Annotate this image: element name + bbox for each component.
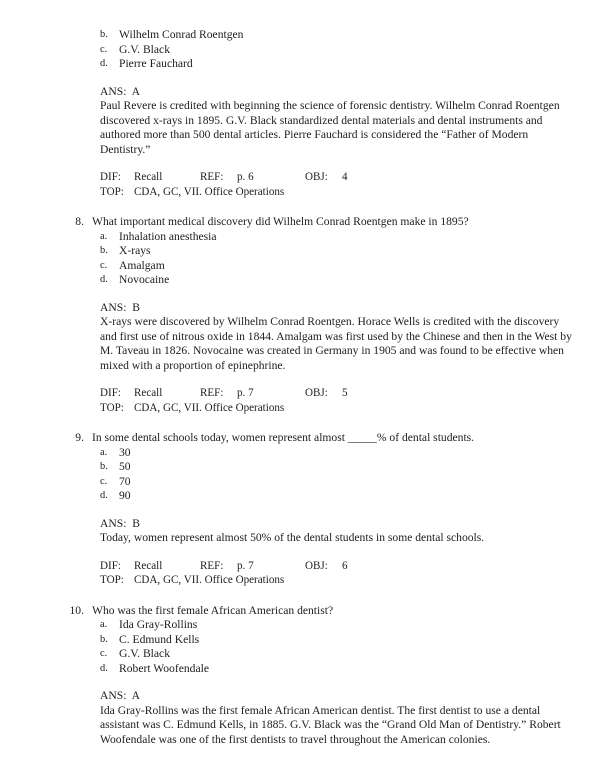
question-number: 9.: [75, 431, 84, 444]
answer-explanation: Paul Revere is credited with beginning the science of forensic dentistry. Wilhelm Conrad Roentgen discovered x-rays in 1895. G.V. Black standardized dental materials and dental instruments and authored more than 500 dental articles. Pierre Fauchard is considered the “Father of Modern Dentistry.”: [100, 99, 560, 156]
ref-value: p. 6: [237, 171, 254, 183]
option-text: X-rays: [119, 244, 151, 257]
obj-key: OBJ:: [305, 559, 328, 572]
dif-value: Recall: [134, 171, 163, 183]
spacer: [62, 504, 540, 517]
option-letter: b.: [100, 461, 108, 472]
top-key: TOP:: [100, 401, 124, 414]
question-text: In some dental schools today, women represent almost _____% of dental students.: [92, 431, 475, 444]
ref-key: REF:: [200, 387, 224, 399]
option-text: Wilhelm Conrad Roentgen: [119, 28, 244, 41]
list-item: [62, 43, 540, 58]
list-item: [62, 633, 540, 648]
list-item: [62, 244, 540, 259]
option-letter: b.: [100, 633, 108, 645]
obj-key: OBJ:: [305, 387, 328, 399]
option-letter: d.: [100, 274, 108, 285]
spacer: [62, 588, 540, 604]
question-stem: [62, 215, 540, 230]
question-text: Who was the first female African American dentist?: [92, 603, 334, 617]
option-text: G.V. Black: [119, 42, 170, 56]
metadata-row-top: [100, 401, 540, 416]
metadata-8: [62, 386, 540, 415]
option-letter: c.: [100, 259, 108, 271]
spacer: [62, 373, 540, 386]
answer-block-8: [62, 300, 572, 374]
ref-value: p. 7: [237, 559, 254, 572]
dif-value: Recall: [134, 387, 163, 399]
top-key: TOP:: [100, 574, 124, 586]
option-letter: a.: [100, 230, 108, 242]
obj-value: 4: [342, 171, 348, 183]
spacer: [62, 157, 540, 170]
answer-label: ANS: B: [100, 300, 140, 314]
metadata-row-top: [100, 185, 540, 200]
option-letter: b.: [100, 245, 108, 256]
spacer: [62, 72, 540, 85]
option-text: Amalgam: [119, 258, 165, 272]
question-number: 8.: [75, 215, 84, 228]
spacer: [62, 415, 540, 431]
list-item: [62, 230, 540, 245]
top-key: TOP:: [100, 185, 124, 198]
answer-label: ANS: A: [100, 84, 140, 98]
spacer: [62, 288, 540, 301]
top-value: CDA, GC, VII. Office Operations: [134, 185, 285, 198]
option-text: Robert Woofendale: [119, 661, 209, 675]
list-item: [62, 273, 540, 288]
question-block-8: [62, 215, 572, 415]
option-text: Inhalation anesthesia: [119, 229, 217, 243]
dif-key: DIF:: [100, 559, 121, 572]
top-value: CDA, GC, VII. Office Operations: [134, 574, 285, 586]
option-letter: a.: [100, 619, 108, 630]
question-block-9: [62, 431, 540, 588]
dif-key: DIF:: [100, 387, 121, 399]
spacer: [62, 199, 540, 215]
carryover-answer-block: [62, 84, 560, 158]
option-letter: c.: [100, 43, 108, 55]
option-text: 90: [119, 489, 131, 502]
question-stem: [62, 604, 540, 619]
option-text: Novocaine: [119, 273, 170, 286]
list-item: [62, 28, 540, 43]
list-item: [62, 57, 540, 72]
answer-explanation: Today, women represent almost 50% of the dental students in some dental schools.: [100, 531, 485, 544]
answer-block-10: [62, 689, 561, 747]
question-number: 10.: [69, 603, 84, 617]
question-stem: [62, 431, 540, 446]
option-text: G.V. Black: [119, 647, 170, 660]
answer-label: ANS: B: [100, 516, 140, 530]
option-letter: c.: [100, 475, 108, 487]
option-text: C. Edmund Kells: [119, 632, 200, 646]
answer-explanation: Ida Gray-Rollins was the first female African American dentist. The first dentist to use a dental assistant was C. Edmund Kells, in 1885. G.V. Black was the “Grand Old Man of Dentistry.” Robert Woofendale was one of the first dentists to travel throughout the American colonies.: [100, 703, 561, 746]
carryover-metadata: [62, 170, 540, 199]
spacer: [62, 546, 540, 559]
metadata-row-dif: [100, 170, 540, 185]
option-letter: b.: [100, 29, 108, 40]
option-text: 70: [119, 474, 131, 488]
metadata-row-dif: [100, 386, 540, 401]
ref-value: p. 7: [237, 387, 254, 399]
spacer: [62, 676, 540, 689]
metadata-9: [62, 559, 540, 588]
list-item: [62, 460, 540, 475]
list-item: [62, 647, 540, 662]
option-letter: d.: [100, 490, 108, 501]
obj-value: 6: [342, 559, 348, 572]
option-text: Pierre Fauchard: [119, 57, 193, 70]
option-text: Ida Gray-Rollins: [119, 618, 198, 631]
metadata-row-top: [100, 573, 540, 588]
list-item: [62, 475, 540, 490]
answer-label: ANS: A: [100, 689, 140, 702]
answer-block-9: [62, 517, 540, 546]
ref-key: REF:: [200, 559, 224, 572]
top-value: CDA, GC, VII. Office Operations: [134, 401, 285, 414]
dif-key: DIF:: [100, 171, 121, 183]
list-item: [62, 618, 540, 633]
carryover-options: [62, 28, 540, 72]
dif-value: Recall: [134, 559, 163, 572]
option-letter: a.: [100, 446, 108, 458]
page-content: [62, 28, 572, 747]
answer-explanation: X-rays were discovered by Wilhelm Conrad Roentgen. Horace Wells is credited with the discovery and first use of nitrous oxide in 1844. Amalgam was first used by the Chinese and then in the West by M. Taveau in 1826. Novocaine was created in Germany in 1905 and was found to be effective when mixed with a proportion of epinephrine.: [100, 315, 572, 372]
metadata-row-dif: [100, 559, 540, 574]
ref-key: REF:: [200, 171, 224, 183]
option-letter: c.: [100, 648, 108, 659]
obj-key: OBJ:: [305, 171, 328, 183]
question-block-10: [62, 603, 561, 748]
list-item: [62, 446, 540, 461]
obj-value: 5: [342, 387, 348, 399]
option-letter: d.: [100, 662, 108, 674]
option-text: 50: [119, 460, 131, 473]
option-letter: d.: [100, 58, 108, 69]
option-text: 30: [119, 445, 131, 459]
list-item: [62, 259, 540, 274]
question-text: What important medical discovery did Wilhelm Conrad Roentgen make in 1895?: [92, 215, 469, 228]
list-item: [62, 489, 540, 504]
list-item: [62, 662, 540, 677]
